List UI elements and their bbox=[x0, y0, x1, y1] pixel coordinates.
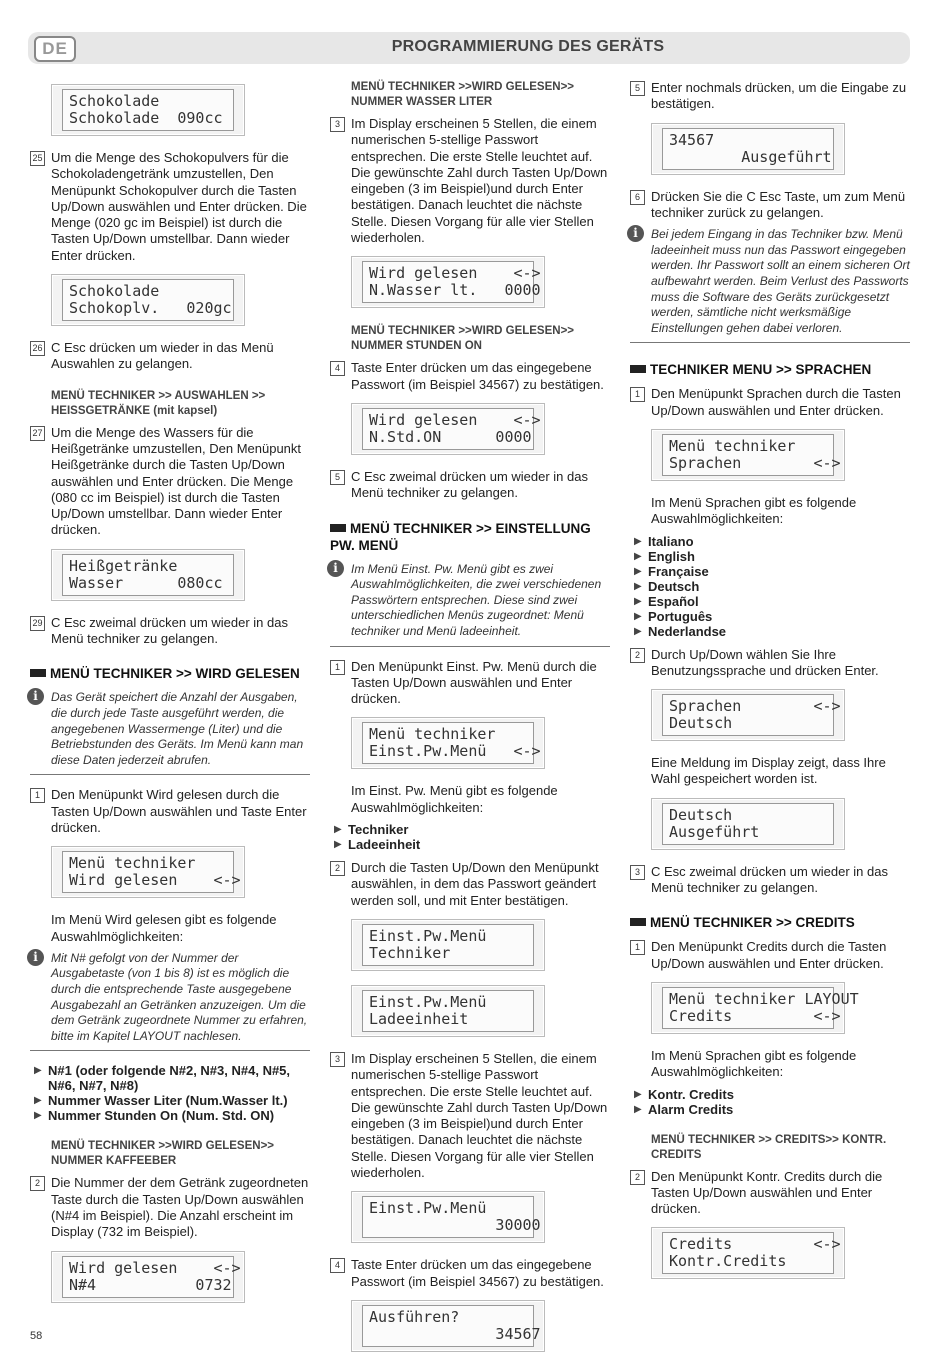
step-3 bbox=[330, 116, 610, 246]
lcd-line: Credits <-> bbox=[669, 1006, 841, 1025]
paragraph: Im Einst. Pw. Menü gibt es folgende Auswahlmöglichkeiten: bbox=[351, 783, 558, 815]
step-number: 2 bbox=[630, 1170, 645, 1185]
list-item: ▶ Deutsch bbox=[634, 579, 910, 594]
lcd-line: 34567 bbox=[669, 130, 715, 149]
lcd-line: Sprachen <-> bbox=[669, 697, 841, 716]
subsection-heading: MENÜ TECHNIKER >>WIRD GELESEN>> NUMMER STUNDEN ON bbox=[351, 325, 575, 353]
lcd-display bbox=[351, 403, 545, 455]
step-number: 2 bbox=[330, 861, 345, 876]
list-item: ▶ English bbox=[634, 549, 910, 564]
lcd-line: Schokolade bbox=[69, 282, 160, 301]
list-item: ▶ Techniker bbox=[334, 822, 610, 837]
lcd-line: Deutsch bbox=[669, 714, 733, 733]
step-3 bbox=[630, 864, 910, 897]
step-3 bbox=[330, 1051, 610, 1181]
paragraph: Eine Meldung im Display zeigt, dass Ihre Wahl gespeichert worden ist. bbox=[651, 755, 886, 787]
step-text: Im Display erscheinen 5 Stellen, die einem numerischen 5-stellige Passwort entsprechen. Die erste Stelle leuchtet auf. Die gewünschte Zahl durch Tasten Up/Down eingeben (3 im Beispiel)und durch Enter bestätigen. Danach leuchtet die nächste Stelle. Diesen Vorgang für alle vier Stellen wiederholen. bbox=[351, 116, 608, 246]
step-number: 1 bbox=[630, 387, 645, 402]
lcd-line: Menü techniker bbox=[69, 854, 196, 873]
paragraph: Im Menü Wird gelesen gibt es folgende Auswahlmöglichkeiten: bbox=[51, 912, 277, 944]
language-badge: DE bbox=[34, 36, 76, 62]
lcd-display bbox=[651, 798, 845, 850]
step-text: Den Menüpunkt Einst. Pw. Menü durch die Tasten Up/Down auswählen und Enter drücken. bbox=[351, 658, 597, 707]
info-icon: i bbox=[27, 949, 44, 966]
info-text: Das Gerät speichert die Anzahl der Ausgaben, die durch jede Taste ausgeführt werden, die angegebenen Wassermenge (Liter) und die Betriebstunden des Geräts. Im Menü kann man diese Daten jederzeit abrufen. bbox=[51, 690, 304, 767]
list-item: ▶ Française bbox=[634, 564, 910, 579]
step-text: Enter nochmals drücken, um die Eingabe zu bestätigen. bbox=[651, 80, 907, 112]
lcd-display bbox=[51, 274, 245, 326]
step-4 bbox=[330, 1257, 610, 1290]
subsection-heading: MENÜ TECHNIKER >> AUSWAHLEN >> HEISSGETRÄNKE (mit kapsel) bbox=[51, 389, 266, 417]
step-text: Taste Enter drücken um das eingegebene Passwort (im Beispiel 34567) zu bestätigen. bbox=[351, 360, 604, 392]
page-number: 58 bbox=[30, 1330, 43, 1342]
step-6 bbox=[630, 189, 910, 222]
list-item: ▶ Español bbox=[634, 594, 910, 609]
info-note bbox=[30, 951, 310, 1052]
section-heading: MENÜ TECHNIKER >> WIRD GELESEN bbox=[30, 665, 310, 682]
lcd-line: Wird gelesen <-> bbox=[369, 410, 541, 429]
step-26 bbox=[30, 340, 310, 373]
subsection-heading: MENÜ TECHNIKER >>WIRD GELESEN>> NUMMER KAFFEEBER bbox=[51, 1140, 275, 1168]
step-1 bbox=[630, 386, 910, 419]
step-text: Um die Menge des Schokopulvers für die Schokoladengetränk umzustellen, Den Menüpunkt Schokopulver durch die Tasten Up/Down auswählen und Enter drücken. Die Menge (020 gc im Beispiel) ist durch die Tasten Up/Down umstellbar. Dann wieder Enter drücken. bbox=[51, 150, 307, 263]
section-heading: MENÜ TECHNIKER >> CREDITS bbox=[630, 914, 910, 931]
lcd-line: Ladeeinheit bbox=[369, 1009, 469, 1028]
step-29 bbox=[30, 615, 310, 648]
list-item: ▶ Italiano bbox=[634, 534, 910, 549]
list-item: ▶ Nederlandse bbox=[634, 624, 910, 639]
step-text: Taste Enter drücken um das eingegebene Passwort (im Beispiel 34567) zu bestätigen. bbox=[351, 1257, 604, 1289]
lcd-line: Ausführen? bbox=[369, 1307, 460, 1326]
lcd-display bbox=[651, 429, 845, 481]
step-text: C Esc zweimal drücken um wieder in das Menü techniker zu gelangen. bbox=[351, 468, 588, 501]
step-number: 1 bbox=[330, 660, 345, 675]
lcd-line: Techniker bbox=[369, 943, 451, 962]
page-header bbox=[28, 32, 910, 64]
step-text: Den Menüpunkt Sprachen durch die Tasten Up/Down auswählen und Enter drücken. bbox=[651, 386, 901, 418]
step-2 bbox=[630, 1169, 910, 1218]
lcd-line: Einst.Pw.Menü <-> bbox=[369, 742, 541, 761]
step-1 bbox=[30, 787, 310, 836]
credits-list bbox=[634, 1087, 910, 1117]
lcd-line: N.Wasser lt. 0000 bbox=[369, 281, 541, 300]
lcd-display bbox=[51, 846, 245, 898]
step-text: C Esc drücken um wieder in das Menü Auswahlen zu gelangen. bbox=[51, 340, 274, 372]
lcd-line: Wird gelesen <-> bbox=[69, 1258, 241, 1277]
step-number: 6 bbox=[630, 190, 645, 205]
step-text: Im Display erscheinen 5 Stellen, die einem numerischen 5-stellige Passwort entsprechen. Die erste Stelle leuchtet auf. Die gewünschte Zahl durch Tasten Up/Down eingeben (3 im Beispiel)und durch Enter bestätigen. Danach leuchtet die nächste Stelle. Diesen Vorgang für alle vier Stellen wiederholen. bbox=[351, 1050, 608, 1180]
step-number: 3 bbox=[630, 865, 645, 880]
lcd-display bbox=[351, 919, 545, 971]
lcd-line: Ausgeführt bbox=[669, 822, 760, 841]
step-27 bbox=[30, 425, 310, 539]
step-4 bbox=[330, 360, 610, 393]
step-number: 3 bbox=[330, 117, 345, 132]
step-number: 2 bbox=[30, 1176, 45, 1191]
step-25 bbox=[30, 150, 310, 264]
lcd-line: Wasser 080cc bbox=[69, 573, 223, 592]
step-text: Durch die Tasten Up/Down den Menüpunkt auswählen, in dem das Passwort geändert werden soll, und mit Enter bestätigen. bbox=[351, 860, 599, 908]
step-number: 1 bbox=[630, 940, 645, 955]
step-number: 5 bbox=[330, 470, 345, 485]
subsection-heading: MENÜ TECHNIKER >> CREDITS>> KONTR. CREDITS bbox=[651, 1133, 887, 1161]
step-number: 2 bbox=[630, 648, 645, 663]
step-5 bbox=[630, 80, 910, 113]
step-text: Die Nummer der dem Getränk zugeordneten Taste durch die Tasten Up/Down auswählen (N#4 im Beispiel). Die Anzahl erscheint im Display (732 im Beispiel). bbox=[51, 1175, 309, 1240]
step-number: 25 bbox=[30, 151, 45, 166]
lcd-line: Menü techniker bbox=[369, 725, 496, 744]
section-heading: TECHNIKER MENU >> SPRACHEN bbox=[630, 361, 910, 378]
lcd-line: N#4 0732 bbox=[69, 1275, 232, 1294]
paragraph: Im Menü Sprachen gibt es folgende Auswahlmöglichkeiten: bbox=[651, 494, 857, 527]
step-2 bbox=[30, 1175, 310, 1240]
lcd-display bbox=[651, 982, 859, 1034]
step-number: 26 bbox=[30, 341, 45, 356]
lcd-line: Sprachen <-> bbox=[669, 453, 841, 472]
lcd-display bbox=[651, 1227, 845, 1279]
info-text: Mit N# gefolgt von der Nummer der Ausgabetaste (von 1 bis 8) ist es möglich die durch die entsprechende Taste ausgegebene Ausgabezahl an Getränken anzuzeigen. Um die dem Getränk zugeordnete Nummer zu erfahren, bitte im Kapitel LAYOUT nachlesen. bbox=[51, 950, 308, 1043]
list-item: ▶ Nummer Stunden On (Num. Std. ON) bbox=[34, 1108, 310, 1123]
list-item: ▶ Português bbox=[634, 609, 910, 624]
step-number: 4 bbox=[330, 361, 345, 376]
lcd-line: Deutsch bbox=[669, 805, 733, 824]
info-note bbox=[630, 227, 910, 343]
list-item: ▶ Ladeeinheit bbox=[334, 837, 610, 852]
column-1 bbox=[30, 80, 310, 1317]
step-text: Den Menüpunkt Kontr. Credits durch die Tasten Up/Down auswählen und Enter drücken. bbox=[651, 1168, 883, 1217]
lcd-line: 34567 bbox=[369, 1324, 541, 1343]
lcd-line: Menü techniker bbox=[669, 436, 796, 455]
step-number: 1 bbox=[30, 788, 45, 803]
lcd-display bbox=[651, 123, 845, 175]
lcd-line: Wird gelesen <-> bbox=[69, 871, 241, 890]
step-2 bbox=[330, 860, 610, 909]
lcd-display bbox=[351, 256, 545, 308]
step-text: C Esc zweimal drücken um wieder in das Menü techniker zu gelangen. bbox=[651, 863, 888, 896]
info-icon: i bbox=[627, 225, 644, 242]
lcd-display bbox=[351, 1300, 545, 1352]
column-3 bbox=[630, 80, 910, 1293]
list-item: ▶ N#1 (oder folgende N#2, N#3, N#4, N#5, N#6, N#7, N#8) bbox=[34, 1063, 310, 1093]
section-heading: MENÜ TECHNIKER >> EINSTELLUNG PW. MENÜ bbox=[330, 520, 610, 554]
lcd-line: Einst.Pw.Menü bbox=[369, 992, 487, 1011]
lcd-line: Einst.Pw.Menü bbox=[369, 1199, 487, 1218]
list-item: ▶ Nummer Wasser Liter (Num.Wasser lt.) bbox=[34, 1093, 310, 1108]
list-item: ▶ Alarm Credits bbox=[634, 1102, 910, 1117]
lcd-line: Schokolade 090cc bbox=[69, 109, 223, 127]
step-number: 4 bbox=[330, 1258, 345, 1273]
info-note bbox=[30, 690, 310, 775]
list-item: ▶ Kontr. Credits bbox=[634, 1087, 910, 1102]
step-5 bbox=[330, 469, 610, 502]
info-text: Bei jedem Eingang in das Techniker bzw. Menü ladeeinheit muss nun das Passwort eingegeben werden. Ihr Passwort sollt an einem sicheren Ort aufbewahrt werden. Beim Verlust des Passworts muss die Software des Geräts zurückgesetzt werden, sämtliche nicht werksmäßige Einstellungen gehen dabei verloren. bbox=[651, 227, 910, 335]
paragraph: Im Menü Sprachen gibt es folgende Auswahlmöglichkeiten: bbox=[651, 1047, 857, 1080]
lcd-display bbox=[351, 717, 545, 769]
lcd-line: N.Std.ON 0000 bbox=[369, 427, 532, 446]
lcd-line: Credits <-> bbox=[669, 1235, 841, 1254]
info-icon: i bbox=[27, 688, 44, 705]
step-number: 27 bbox=[30, 426, 45, 441]
page-title: PROGRAMMIERUNG DES GERÄTS bbox=[391, 38, 665, 55]
step-2 bbox=[630, 647, 910, 680]
lcd-line: Schokolade bbox=[69, 92, 160, 110]
option-list bbox=[34, 1063, 310, 1123]
step-text: Den Menüpunkt Credits durch die Tasten Up/Down auswählen und Enter drücken. bbox=[651, 939, 887, 971]
column-2 bbox=[330, 80, 610, 1366]
option-list bbox=[334, 822, 610, 852]
step-text: Den Menüpunkt Wird gelesen durch die Tasten Up/Down auswählen und Taste Enter drücken. bbox=[51, 787, 307, 835]
lcd-line: Wird gelesen <-> bbox=[369, 264, 541, 283]
step-number: 3 bbox=[330, 1052, 345, 1067]
lcd-display bbox=[51, 84, 245, 136]
step-text: Durch Up/Down wählen Sie Ihre Benutzungssprache und drücken Enter. bbox=[651, 646, 879, 678]
step-text: Um die Menge des Wassers für die Heißgetränke umzustellen, Den Menüpunkt Heißgetränke durch die Tasten Up/Down auswählen und Enter drücken. Die Menge (080 cc im Beispiel) ist durch die Tasten Up/Down umstellbar. Dann wieder Enter drücken. bbox=[51, 424, 302, 538]
step-number: 5 bbox=[630, 81, 645, 96]
language-list bbox=[634, 534, 910, 639]
lcd-line: 30000 bbox=[369, 1216, 541, 1235]
lcd-display bbox=[351, 1191, 545, 1243]
lcd-line: Heißgetränke bbox=[69, 556, 178, 575]
info-icon: i bbox=[327, 560, 344, 577]
lcd-display bbox=[651, 689, 845, 741]
lcd-line: Einst.Pw.Menü bbox=[369, 926, 487, 945]
info-note bbox=[330, 562, 610, 647]
step-text: C Esc zweimal drücken um wieder in das Menü techniker zu gelangen. bbox=[51, 614, 288, 647]
lcd-line: Schokoplv. 020gc bbox=[69, 299, 232, 318]
lcd-display bbox=[51, 549, 245, 601]
lcd-display bbox=[351, 985, 545, 1037]
step-1 bbox=[330, 659, 610, 708]
lcd-line: Menü techniker LAYOUT bbox=[669, 989, 859, 1008]
lcd-line: Ausgeführt bbox=[669, 147, 832, 166]
step-1 bbox=[630, 939, 910, 972]
subsection-heading: MENÜ TECHNIKER >>WIRD GELESEN>> NUMMER WASSER LITER bbox=[351, 81, 575, 108]
step-number: 29 bbox=[30, 616, 45, 631]
info-text: Im Menü Einst. Pw. Menü gibt es zwei Auswahlmöglichkeiten, die zwei verschiedenen Passwörtern entsprechen. Diese sind zwei unterschiedlichen Menüs zugeordnet: Menü techniker und Menü ladeeinheit. bbox=[351, 561, 602, 638]
lcd-line: Kontr.Credits bbox=[669, 1252, 787, 1271]
step-text: Drücken Sie die C Esc Taste, um zum Menü techniker zurück zu gelangen. bbox=[651, 188, 906, 220]
lcd-display bbox=[51, 1251, 245, 1303]
